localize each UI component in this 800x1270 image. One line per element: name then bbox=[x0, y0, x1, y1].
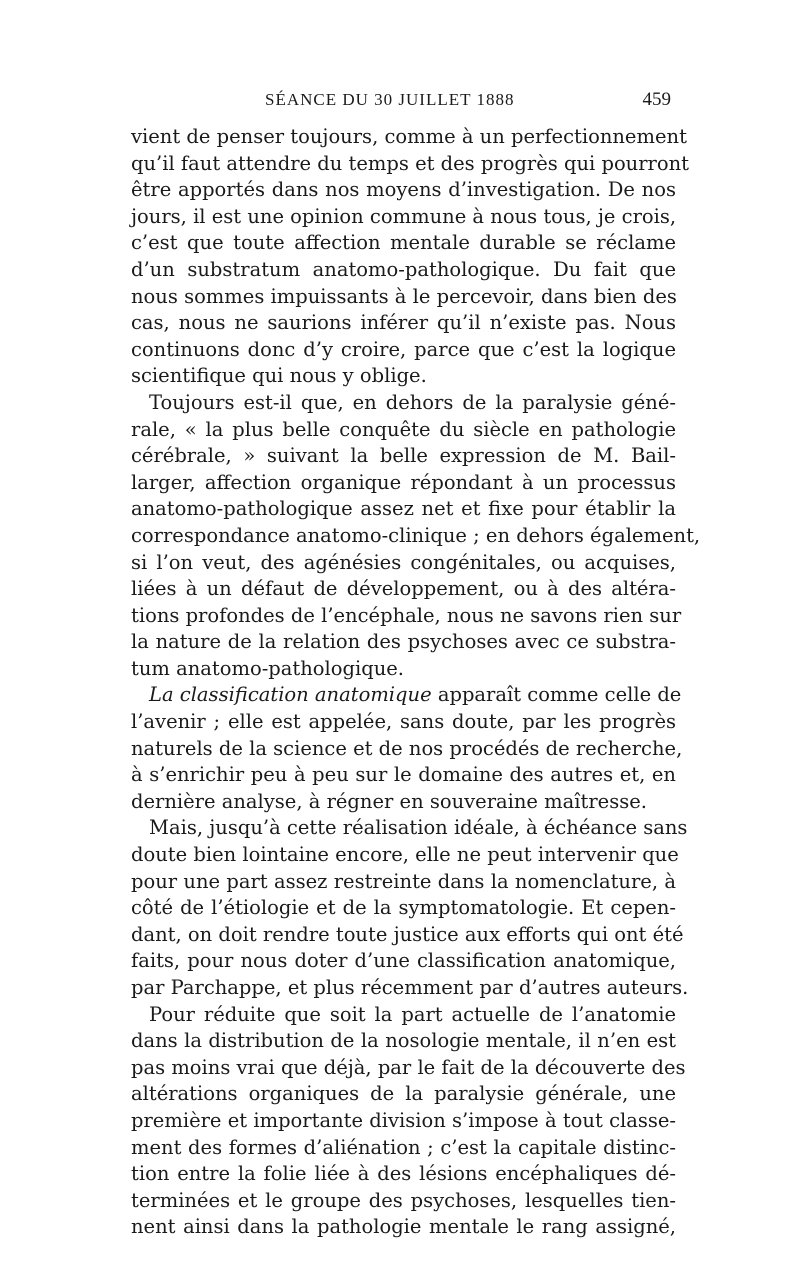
text-line: cérébrale, » suivant la belle expression de M. Bail- bbox=[131, 444, 676, 468]
text-line: pour une part assez restreinte dans la nomenclature, à bbox=[131, 869, 676, 893]
text-line: dans la distribution de la nosologie mentale, il n’en est bbox=[131, 1029, 676, 1053]
text-line: faits, pour nous doter d’une classification anatomique, bbox=[131, 949, 676, 973]
text-line: la nature de la relation des psychoses avec ce substra- bbox=[131, 630, 676, 654]
text-line-italic-opening bbox=[131, 682, 682, 709]
text-line: jours, il est une opinion commune à nous tous, je crois, bbox=[131, 204, 677, 228]
text-line: vient de penser toujours, comme à un perfectionnement bbox=[131, 125, 687, 148]
text-line: si l’on veut, des agénésies congénitales, ou acquises, bbox=[131, 550, 676, 574]
text-line: qu’il faut attendre du temps et des progrès qui pourront bbox=[131, 151, 690, 175]
text-line: terminées et le groupe des psychoses, lesquelles tien- bbox=[131, 1188, 676, 1212]
text-line: scientifique qui nous y oblige. bbox=[131, 364, 427, 388]
text-line: liées à un défaut de développement, ou à des altéra- bbox=[131, 577, 676, 601]
text-line: anatomo-pathologique assez net et fixe pour établir la bbox=[131, 497, 676, 521]
text-line: d’un substratum anatomo-pathologique. Du fait que bbox=[131, 257, 676, 281]
running-title: SÉANCE DU 30 JUILLET 1888 bbox=[265, 90, 515, 109]
text-line: à s’enrichir peu à peu sur le domaine des autres et, en bbox=[131, 763, 676, 787]
text-line: altérations organiques de la paralysie générale, une bbox=[131, 1082, 676, 1106]
text-line: l’avenir ; elle est appelée, sans doute, par les progrès bbox=[131, 710, 676, 734]
text-line: pas moins vrai que déjà, par le fait de la découverte des bbox=[131, 1055, 686, 1079]
text-line: dernière analyse, à régner en souveraine maîtresse. bbox=[131, 789, 647, 813]
text-line: tion entre la folie liée à des lésions encéphaliques dé- bbox=[131, 1162, 676, 1186]
text-line: continuons donc d’y croire, parce que c’est la logique bbox=[131, 337, 676, 361]
text-line: nous sommes impuissants à le percevoir, dans bien des bbox=[131, 284, 677, 308]
text-line: tum anatomo-pathologique. bbox=[131, 656, 405, 680]
text-line: larger, affection organique répondant à un processus bbox=[131, 470, 676, 494]
text-line: être apportés dans nos moyens d’investigation. De nos bbox=[131, 178, 676, 202]
text-line: rale, « la plus belle conquête du siècle en pathologie bbox=[131, 417, 676, 441]
text-line: Pour réduite que soit la part actuelle de l’anatomie bbox=[149, 1002, 676, 1026]
running-head bbox=[131, 90, 675, 116]
italic-phrase: La classification anatomique bbox=[149, 683, 432, 707]
text-line: nent ainsi dans la pathologie mentale le rang assigné, bbox=[131, 1215, 676, 1239]
text-line: c’est que toute affection mentale durable se réclame bbox=[131, 231, 676, 255]
text-line: Toujours est-il que, en dehors de la paralysie géné- bbox=[149, 390, 676, 414]
text-line: dant, on doit rendre toute justice aux efforts qui ont été bbox=[131, 922, 684, 946]
line-rest: apparaît comme celle de bbox=[431, 683, 682, 707]
text-line: première et importante division s’impose à tout classe- bbox=[131, 1108, 676, 1132]
text-line: ment des formes d’aliénation ; c’est la capitale distinc- bbox=[131, 1135, 676, 1159]
text-line: naturels de la science et de nos procédés de recherche, bbox=[131, 736, 683, 760]
page-number: 459 bbox=[642, 89, 671, 110]
text-line: doute bien lointaine encore, elle ne peut intervenir que bbox=[131, 843, 679, 867]
text-line: correspondance anatomo-clinique ; en dehors également, bbox=[131, 523, 701, 547]
text-line: Mais, jusqu’à cette réalisation idéale, à échéance sans bbox=[149, 816, 688, 840]
body-text bbox=[131, 124, 701, 1241]
text-line: cas, nous ne saurions inférer qu’il n’existe pas. Nous bbox=[131, 311, 676, 335]
text-line: côté de l’étiologie et de la symptomatologie. Et cepen- bbox=[131, 896, 676, 920]
text-line: par Parchappe, et plus récemment par d’autres auteurs. bbox=[131, 976, 689, 999]
text-line: tions profondes de l’encéphale, nous ne savons rien sur bbox=[131, 603, 682, 627]
